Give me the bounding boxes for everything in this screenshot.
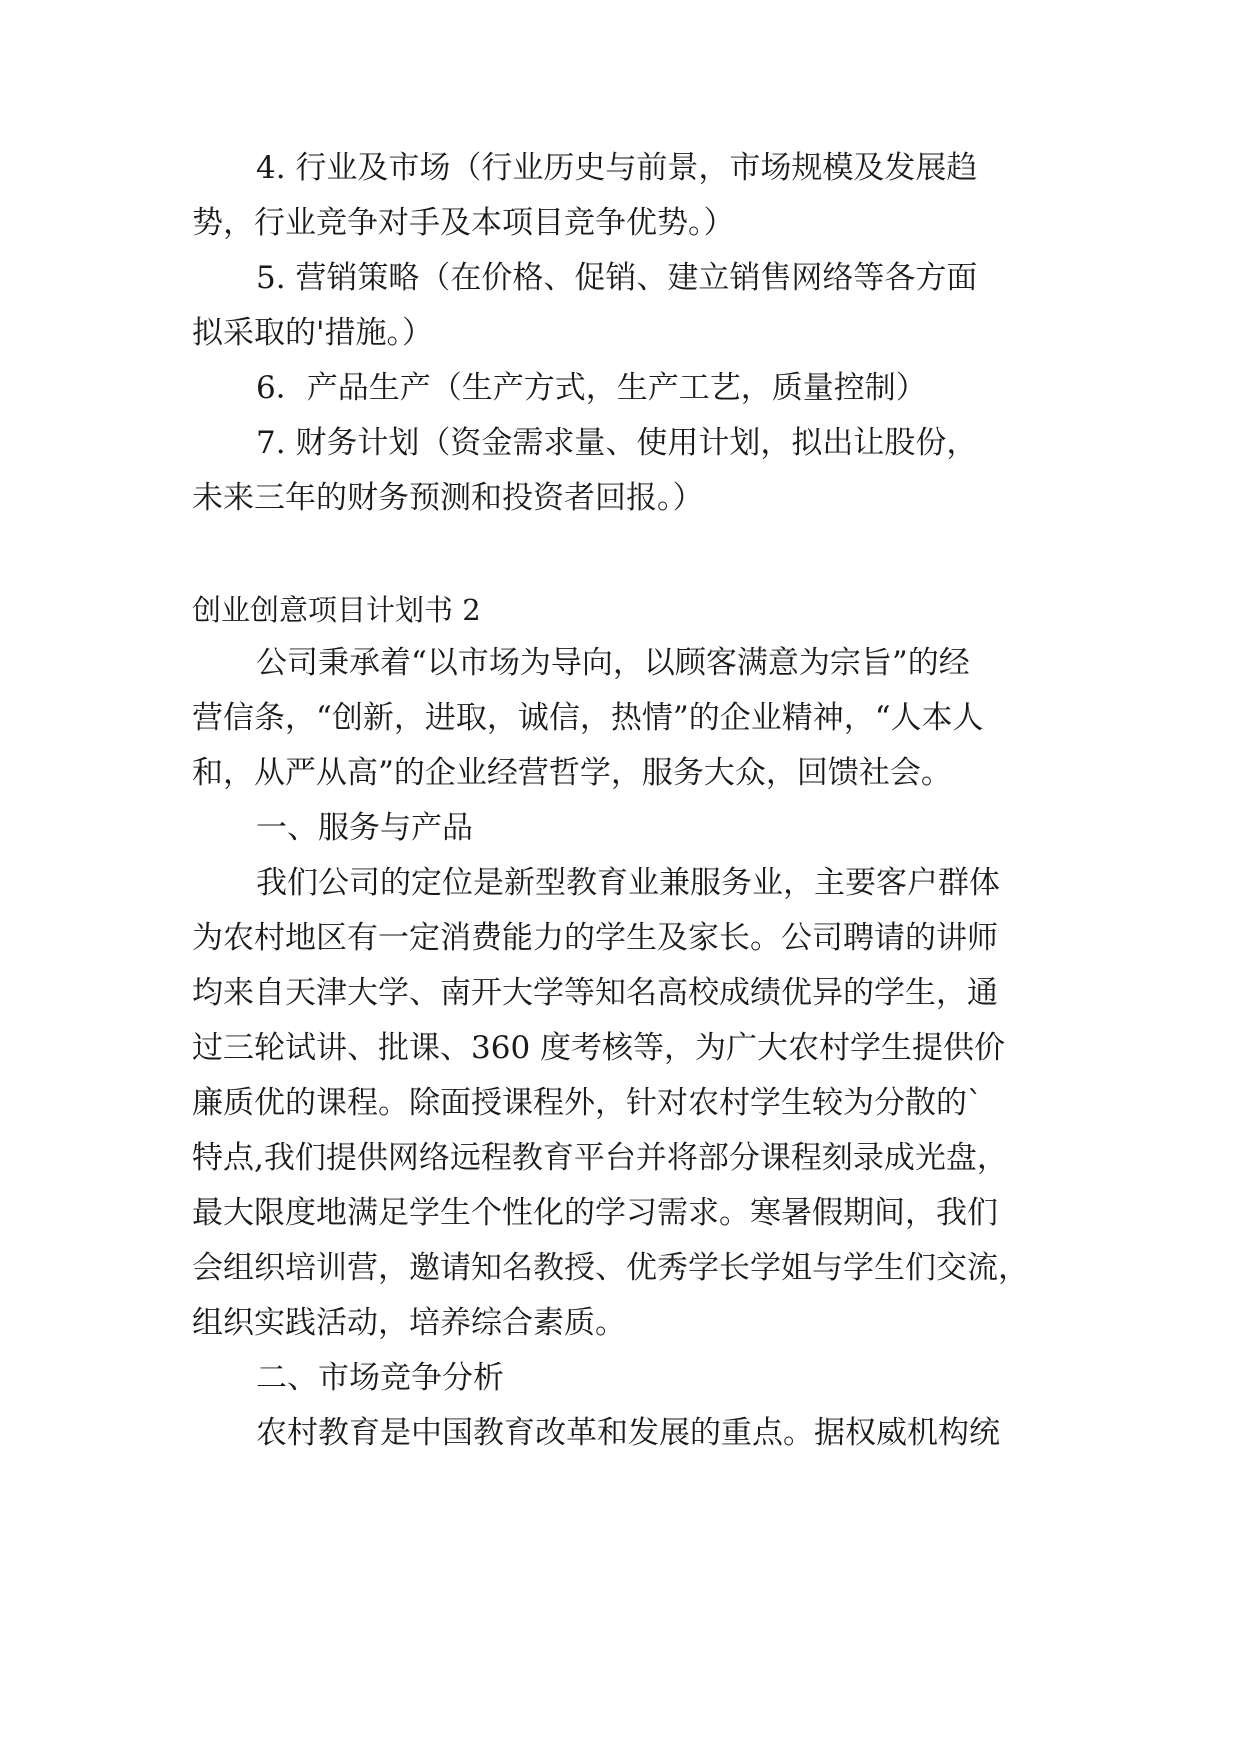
subheading-services-products: 一、服务与产品 (256, 810, 473, 846)
paragraph-line: 过三轮试讲、批课、360 度考核等，为广大农村学生提供价 (192, 1030, 1006, 1066)
paragraph-line: 廉质优的课程。除面授课程外，针对农村学生较为分散的` (192, 1085, 983, 1121)
list-item-financial-plan: 7. 财务计划（资金需求量、使用计划，拟出让股份， (256, 425, 978, 461)
paragraph-line: 营信条，“创新，进取，诚信，热情”的企业精神，“人本人 (192, 700, 984, 736)
paragraph-line: 和，从严从高”的企业经营哲学，服务大众，回馈社会。 (192, 755, 952, 791)
paragraph-line: 最大限度地满足学生个性化的学习需求。寒暑假期间，我们 (192, 1195, 998, 1231)
list-item-industry-market-cont: 势，行业竞争对手及本项目竞争优势。） (192, 205, 735, 241)
paragraph-line: 特点,我们提供网络远程教育平台并将部分课程刻录成光盘， (192, 1140, 1008, 1176)
paragraph-line: 公司秉承着“以市场为导向，以顾客满意为宗旨”的经 (256, 645, 970, 681)
list-item-marketing-strategy: 5. 营销策略（在价格、促销、建立销售网络等各方面 (256, 260, 978, 296)
paragraph-line: 会组织培训营，邀请知名教授、优秀学长学姐与学生们交流， (192, 1250, 1029, 1286)
paragraph-line: 组织实践活动，培养综合素质。 (192, 1305, 626, 1341)
paragraph-line: 农村教育是中国教育改革和发展的重点。据权威机构统 (256, 1415, 1000, 1451)
paragraph-line: 为农村地区有一定消费能力的学生及家长。公司聘请的讲师 (192, 920, 998, 956)
paragraph-line: 我们公司的定位是新型教育业兼服务业，主要客户群体 (256, 865, 1000, 901)
list-item-financial-plan-cont: 未来三年的财务预测和投资者回报。） (192, 480, 704, 516)
list-item-production: 6．产品生产（生产方式，生产工艺，质量控制） (256, 370, 927, 406)
list-item-marketing-strategy-cont: 拟采取的'措施。） (192, 315, 434, 351)
subheading-market-competition: 二、市场竞争分析 (256, 1360, 504, 1396)
section-title: 创业创意项目计划书 2 (192, 593, 481, 627)
list-item-industry-market: 4. 行业及市场（行业历史与前景，市场规模及发展趋 (256, 150, 978, 186)
paragraph-line: 均来自天津大学、南开大学等知名高校成绩优异的学生，通 (192, 975, 998, 1011)
